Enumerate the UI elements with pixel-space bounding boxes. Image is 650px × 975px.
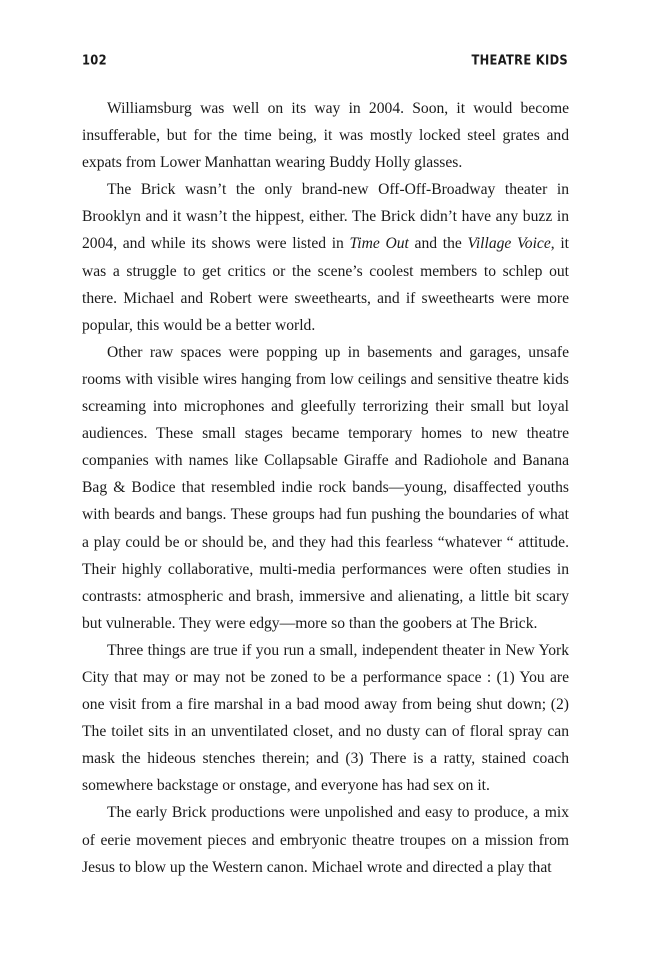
page-number: 102 — [82, 52, 107, 69]
running-title: THEATRE KIDS — [471, 52, 568, 69]
body-text — [82, 95, 569, 881]
text-span: Williamsburg was well on its way in 2004. Soon, it would become insufferable, but for the time being, it was mostly locked steel grates and expats from Lower Manhattan wearing Buddy Holly glasses. — [82, 100, 569, 172]
paragraph-2 — [82, 176, 569, 339]
paragraph-4 — [82, 637, 569, 800]
text-span: and the — [408, 235, 468, 253]
text-span: The early Brick productions were unpolished and easy to produce, a mix of eerie movement pieces and embryonic theatre troupes on a mission from Jesus to blow up the Western canon. Michael wrote and directed a play that — [82, 804, 569, 876]
paragraph-1 — [82, 95, 569, 176]
text-span: The Brick wasn’t the only brand-new Off-Off-Broadway theater in Brooklyn and it wasn’t the hippest, either. The Brick didn’t have any buzz in 2004, and while its shows were listed in — [82, 181, 569, 253]
publication-title: Time Out — [349, 235, 409, 253]
text-span: Three things are true if you run a small, independent theater in New York City that may or may not be zoned to be a performance space : (1) You are one visit from a fire marshal in a bad mood away from being shut down; (2) The toilet sits in an unventilated closet, and no dusty can of floral spray can mask the hideous stenches therein; and (3) There is a ratty, stained coach somewhere backstage or onstage, and everyone has had sex on it. — [82, 641, 569, 795]
text-span: Other raw spaces were popping up in basements and garages, unsafe rooms with visible wires hanging from low ceilings and sensitive theatre kids screaming into microphones and gleefully terrorizing their small but loyal audiences. These small stages became temporary homes to new theatre companies with names like Collapsable Giraffe and Radiohole and Banana Bag & Bodice that resembled indie rock bands—young, disaffected youths with beards and bangs. These groups had fun pushing the boundaries of what a play could be or should be, and they had this fearless “whatever “ attitude. Their highly collaborative, multi-media performances were often studies in contrasts: atmospheric and brash, immersive and alienating, a little bit scary but vulnerable. They were edgy—more so than the goobers at The Brick. — [82, 343, 569, 632]
paragraph-5 — [82, 799, 569, 880]
running-head — [82, 52, 568, 68]
text-span: , it was a struggle to get critics or the scene’s coolest members to schlep out there. Michael and Robert were sweethearts, and if sweethearts were more popular, this would be a better world. — [82, 235, 569, 334]
publication-title: Village Voice — [467, 235, 551, 253]
paragraph-3 — [82, 339, 569, 637]
